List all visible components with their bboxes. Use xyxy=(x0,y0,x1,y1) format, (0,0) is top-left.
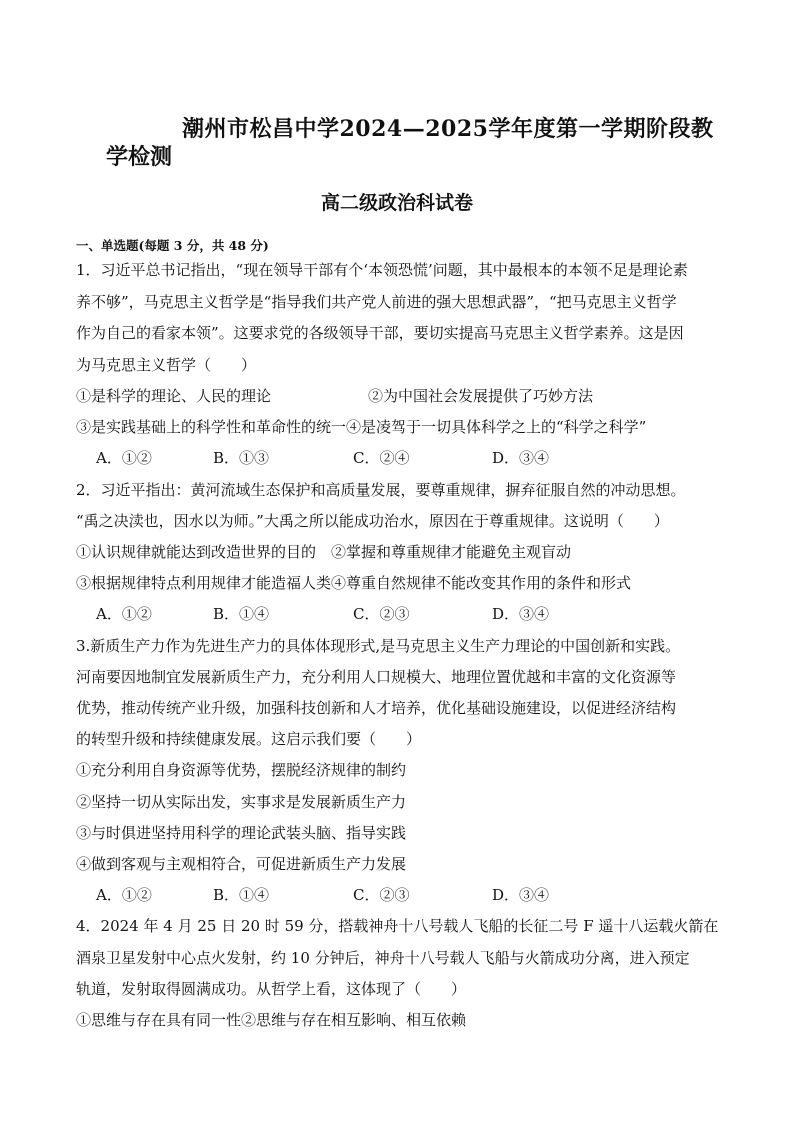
q1-stem-line: 作为自己的看家本领”。这要求党的各级领导干部，要切实提高马克思主义哲学素养。这是因 xyxy=(76,324,684,342)
q1-option-1: ①是科学的理论、人民的理论 xyxy=(76,387,272,405)
q3-stem-line: 的转型升级和持续健康发展。这启示我们要（ ） xyxy=(76,730,422,748)
q3-stem-line: 优势，推动传统产业升级，加强科技创新和人才培养，优化基础设施建设，以促进经济结构 xyxy=(76,699,677,717)
choice-a[interactable]: A．①② xyxy=(96,886,152,904)
choice-c[interactable]: C．②③ xyxy=(353,605,410,623)
q4-stem-line: 轨道，发射取得圆满成功。从哲学上看，这体现了（ ） xyxy=(76,980,467,998)
q1-option-2: ②为中国社会发展提供了巧妙方法 xyxy=(368,387,594,405)
choice-c[interactable]: C．②③ xyxy=(353,886,410,904)
q1-option-3-4: ③是实践基础上的科学性和革命性的统一④是凌驾于一切具体科学之上的“科学之科学” xyxy=(76,418,647,436)
choice-b[interactable]: B．①④ xyxy=(213,605,270,623)
q3-option-3: ③与时俱进坚持用科学的理论武装头脑、指导实践 xyxy=(76,824,407,842)
q4-stem-line: 酒泉卫星发射中心点火发射，约 10 分钟后，神舟十八号载人飞船与火箭成功分离，进入预定 xyxy=(76,949,690,967)
q4-stem-line: 4．2024 年 4 月 25 日 20 时 59 分，搭载神舟十八号载人飞船的长征二号 F 遥十八运载火箭在 xyxy=(76,917,719,935)
q4-option-1-2: ①思维与存在具有同一性②思维与存在相互影响、相互依赖 xyxy=(76,1011,467,1029)
q2-option-1-2: ①认识规律就能达到改造世界的目的 ②掌握和尊重规律才能避免主观盲动 xyxy=(76,543,572,561)
q3-option-1: ①充分利用自身资源等优势，摆脱经济规律的制约 xyxy=(76,761,407,779)
exam-subtitle: 高二级政治科试卷 xyxy=(320,192,473,214)
choice-a[interactable]: A．①② xyxy=(96,449,152,467)
q1-stem-line: 1．习近平总书记指出，“现在领导干部有个‘本领恐慌’问题，其中最根本的本领不足是理论素 xyxy=(76,261,688,279)
q1-stem-line: 养不够”，马克思主义哲学是“指导我们共产党人前进的强大思想武器”，“把马克思主义哲学 xyxy=(76,293,677,311)
q3-stem-line: 3.新质生产力作为先进生产力的具体体现形式,是马克思主义生产力理论的中国创新和实践。 xyxy=(76,637,681,655)
choice-d[interactable]: D．③④ xyxy=(492,886,550,904)
q3-stem-line: 河南要因地制宜发展新质生产力，充分利用人口规模大、地理位置优越和丰富的文化资源等 xyxy=(76,668,677,686)
q3-option-2: ②坚持一切从实际出发，实事求是发展新质生产力 xyxy=(76,793,407,811)
choice-b[interactable]: B．①④ xyxy=(213,886,270,904)
choice-a[interactable]: A．①② xyxy=(96,605,152,623)
choice-b[interactable]: B．①③ xyxy=(213,449,270,467)
q3-option-4: ④做到客观与主观相符合，可促进新质生产力发展 xyxy=(76,855,407,873)
exam-title-line2: 学检测 xyxy=(106,144,173,170)
q2-option-3-4: ③根据规律特点利用规律才能造福人类④尊重自然规律不能改变其作用的条件和形式 xyxy=(76,574,632,592)
q2-stem-line: 2．习近平指出：黄河流域生态保护和高质量发展，要尊重规律，摒弃征服自然的冲动思想。 xyxy=(76,481,686,499)
q1-stem-line: 为马克思主义哲学（ ） xyxy=(76,356,257,374)
section-heading: 一、单选题(每题 3 分，共 48 分) xyxy=(76,238,269,253)
exam-title-line1: 潮州市松昌中学2024—2025学年度第一学期阶段教 xyxy=(182,116,714,142)
choice-c[interactable]: C．②④ xyxy=(353,449,410,467)
choice-d[interactable]: D．③④ xyxy=(492,605,550,623)
q2-stem-line: “禹之决渎也，因水以为师。”大禹之所以能成功治水，原因在于尊重规律。这说明（ ） xyxy=(76,512,669,530)
choice-d[interactable]: D．③④ xyxy=(492,449,550,467)
